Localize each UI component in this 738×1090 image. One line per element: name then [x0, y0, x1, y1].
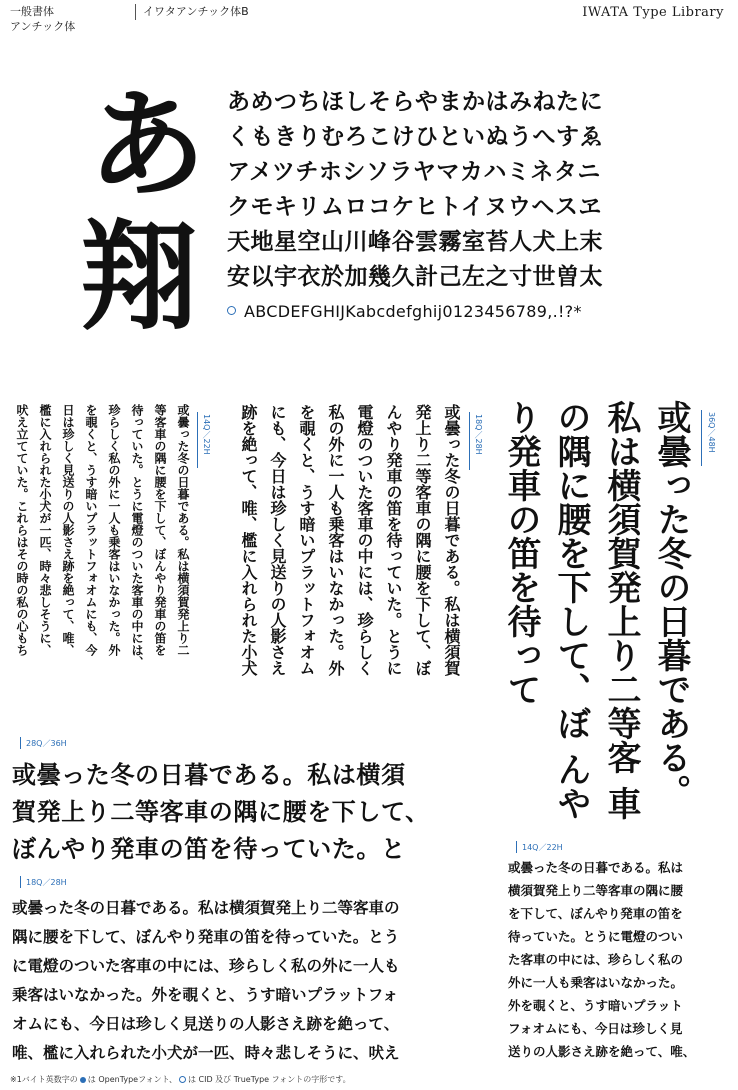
category-line-2: アンチック体: [10, 20, 76, 33]
horizontal-line: 送りの人影さえ跡を絶って、唯、: [508, 1044, 696, 1059]
horizontal-sample-18q: [12, 893, 492, 1067]
horizontal-line: 賀発上り二等客車の隅に腰を下して、: [12, 797, 430, 826]
vertical-col: 等客車の隅に腰を下して、ぼんやり発車の笛を: [153, 404, 167, 656]
charset-line: アメツチホシソラヤマカハミネタニ: [227, 158, 601, 185]
alphanumeric-text: ABCDEFGHIJKabcdefghij0123456789,.!?*: [244, 302, 582, 321]
charset-line: くもきりむろこけひといぬうへすゑ: [227, 123, 603, 150]
horizontal-line: 横須賀発上り二等客車の隅に腰: [508, 883, 684, 898]
vertical-col: 或曇った冬の日暮である。私は横須賀発上り二: [176, 404, 190, 656]
horizontal-line: 外に一人も乗客はいなかった。: [508, 975, 684, 990]
horizontal-line: ぼんやり発車の笛を待っていた。と: [12, 834, 406, 863]
horizontal-line: フォオムにも、今日は珍しく見: [508, 1021, 683, 1036]
tag-line: [469, 412, 470, 470]
open-circle-icon: [179, 1076, 186, 1083]
vertical-col: 檻に入れられた小犬が一匹、時々悲しそうに、: [38, 404, 52, 656]
horizontal-line: 或曇った冬の日暮である。私は: [508, 860, 684, 875]
vertical-col: にも、今日は珍しく見送りの人影さえ: [268, 404, 287, 676]
category-label: [10, 4, 75, 34]
size-tag-28q: 28Q／36H: [26, 739, 67, 748]
horizontal-sample-28q: [12, 756, 490, 867]
charset-line: あめつちほしそらやまかはみねたに: [227, 88, 603, 115]
vertical-col: んやり発車の笛を待っていた。とうに: [384, 404, 403, 676]
horizontal-line: オムにも、今日は珍しく見送りの人影さえ跡を絶って、: [12, 1014, 400, 1033]
vertical-col: 電燈のついた客車の中には、珍らしく: [355, 404, 374, 676]
vertical-col: 待っていた。とうに電燈のついた客車の中には、: [130, 404, 144, 668]
charset-line: 安以宇衣於加幾久計己左之寸世曽太: [227, 263, 603, 290]
category-line-1: 一般書体: [10, 5, 54, 18]
header-divider: [135, 4, 136, 20]
tag-line: [701, 410, 702, 466]
charset-line: 天地星空山川峰谷雲霧室苔人犬上末: [227, 228, 603, 255]
footnote-prefix: ※1バイト英数字の: [10, 1075, 78, 1084]
size-tag-14q: 14Q／22H: [202, 414, 211, 455]
horizontal-line: た客車の中には、珍らしく私の: [508, 952, 684, 967]
horizontal-line: 外を覗くと、うす暗いプラット: [508, 998, 683, 1013]
horizontal-line: 待っていた。とうに電燈のつい: [508, 929, 684, 944]
brand-name: IWATA Type Library: [582, 5, 724, 20]
vertical-sample-14q: [10, 404, 194, 714]
vertical-col: 跡を絶って、唯、檻に入れられた小犬: [239, 404, 258, 676]
vertical-col: を覗くと、うす暗いプラットフォオムにも、今: [84, 404, 98, 656]
horizontal-line: 或曇った冬の日暮である。私は横須賀発上り二等客車の: [12, 898, 400, 917]
size-tag-18q: 18Q／28H: [474, 414, 483, 455]
horizontal-sample-14q: [508, 856, 730, 1063]
opentype-circle-icon: [227, 306, 236, 315]
charset-block: [227, 88, 603, 291]
filled-circle-icon: [80, 1077, 86, 1083]
horizontal-line: 唯、檻に入れられた小犬が一匹、時々悲しそうに、吠え: [12, 1043, 400, 1062]
tag-line: [20, 876, 21, 888]
tag-line: [20, 737, 21, 749]
vertical-col: 珍らしく私の外に一人も乗客はいなかった。外: [107, 404, 121, 656]
vertical-col: 発上り二等客車の隅に腰を下して、ぼ: [413, 404, 432, 676]
vertical-col: 私は横須賀発上り二等客: [601, 400, 641, 774]
horizontal-line: 或曇った冬の日暮である。私は横須: [12, 760, 406, 789]
vertical-sample-36q: [496, 400, 696, 820]
footnote: [10, 1074, 351, 1085]
alphanumeric-sample: [227, 302, 582, 321]
vertical-col: 私の外に一人も乗客はいなかった。外: [326, 404, 345, 676]
tag-line: [516, 841, 517, 853]
horizontal-line: 乗客はいなかった。外を覗くと、うす暗いプラットフォ: [12, 985, 398, 1004]
vertical-col: 或曇った冬の日暮である。私は横須賀: [442, 404, 461, 676]
vertical-col: を覗くと、うす暗いプラットフォオム: [297, 404, 316, 676]
font-name: イワタアンチック体B: [143, 5, 249, 18]
vertical-col: 車の隅に腰を下して、ぼ: [551, 400, 641, 820]
vertical-sample-18q: [236, 404, 466, 724]
size-tag-36q: 36Q／48H: [707, 412, 716, 453]
size-tag-14q-horizontal: 14Q／22H: [522, 843, 563, 852]
horizontal-line: 隅に腰を下して、ぼんやり発車の笛を待っていた。とう: [12, 927, 400, 946]
horizontal-line: を下して、ぼんやり発車の笛を: [508, 906, 683, 921]
charset-line: クモキリムロコケヒトイヌウヘスヱ: [227, 193, 602, 220]
vertical-col: 吠え立てていた。これらはその時の私の心もち: [15, 404, 29, 656]
vertical-col: 日は珍しく見送りの人影さえ跡を絶って、唯、: [61, 404, 75, 656]
size-tag-18q-horizontal: 18Q／28H: [26, 878, 67, 887]
display-kana: あ: [88, 75, 207, 214]
vertical-col: んやり発車の笛を待って: [501, 400, 591, 820]
footnote-cid: は CID 及び TrueType フォントの字形です。: [187, 1075, 351, 1084]
footnote-opentype: は OpenTypeフォント、: [87, 1075, 177, 1084]
vertical-col: 或曇った冬の日暮である。: [651, 400, 691, 808]
tag-line: [197, 412, 198, 468]
horizontal-line: に電燈のついた客車の中には、珍らしく私の外に一人も: [12, 956, 400, 975]
display-kanji: 翔: [80, 208, 199, 346]
